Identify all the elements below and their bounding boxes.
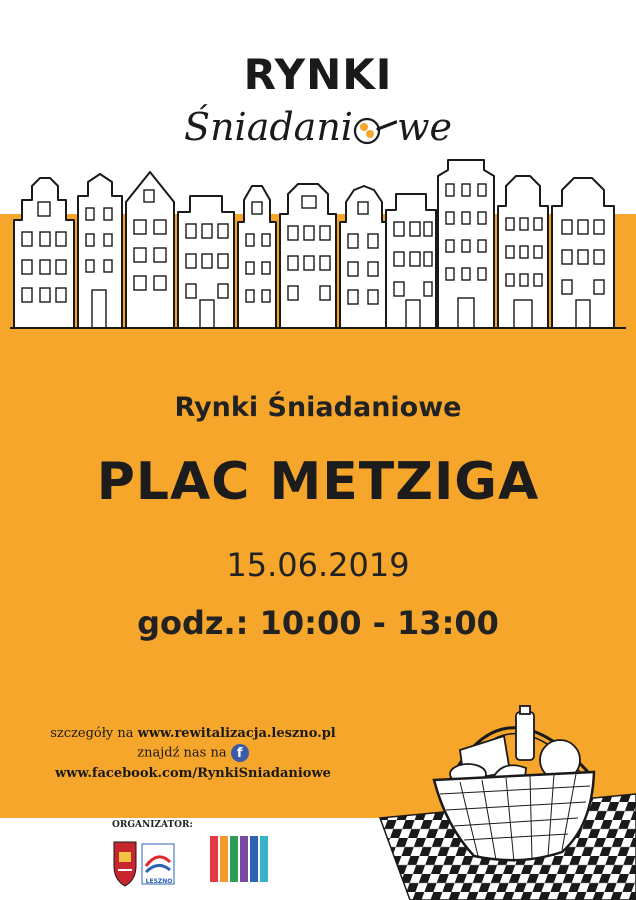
event-title: Rynki Śniadaniowe (174, 392, 462, 423)
rewitalizacja-logo-icon (206, 836, 272, 890)
leszno-coat-of-arms-icon (114, 842, 136, 886)
logo-subtitle-part2: we (396, 105, 452, 149)
townhouses-skyline-icon (0, 150, 636, 340)
find-us-text: znajdź nas na (137, 745, 227, 761)
details-url-link[interactable]: www.rewitalizacja.leszno.pl (137, 726, 336, 741)
logo-title: RYNKI (243, 50, 393, 99)
details-line (32, 726, 354, 741)
facebook-url-link[interactable]: www.facebook.com/RynkiSniadaniowe (55, 766, 331, 781)
find-us-line (32, 744, 354, 762)
logo-subtitle (0, 105, 636, 149)
egg-pan-icon (353, 116, 397, 146)
logo-subtitle-part1: Śniadani (184, 105, 353, 149)
picnic-basket-icon (350, 676, 636, 900)
event-date: 15.06.2019 (226, 546, 410, 584)
leszno-logo-text: LESZNO (145, 878, 173, 885)
facebook-icon[interactable]: f (231, 744, 249, 762)
event-place: PLAC METZIGA (96, 452, 540, 512)
organizer-label: ORGANIZATOR: (112, 820, 193, 830)
event-time: godz.: 10:00 - 13:00 (137, 604, 499, 642)
organizer-logos (110, 832, 280, 894)
details-prefix: szczegóły na (50, 726, 134, 741)
